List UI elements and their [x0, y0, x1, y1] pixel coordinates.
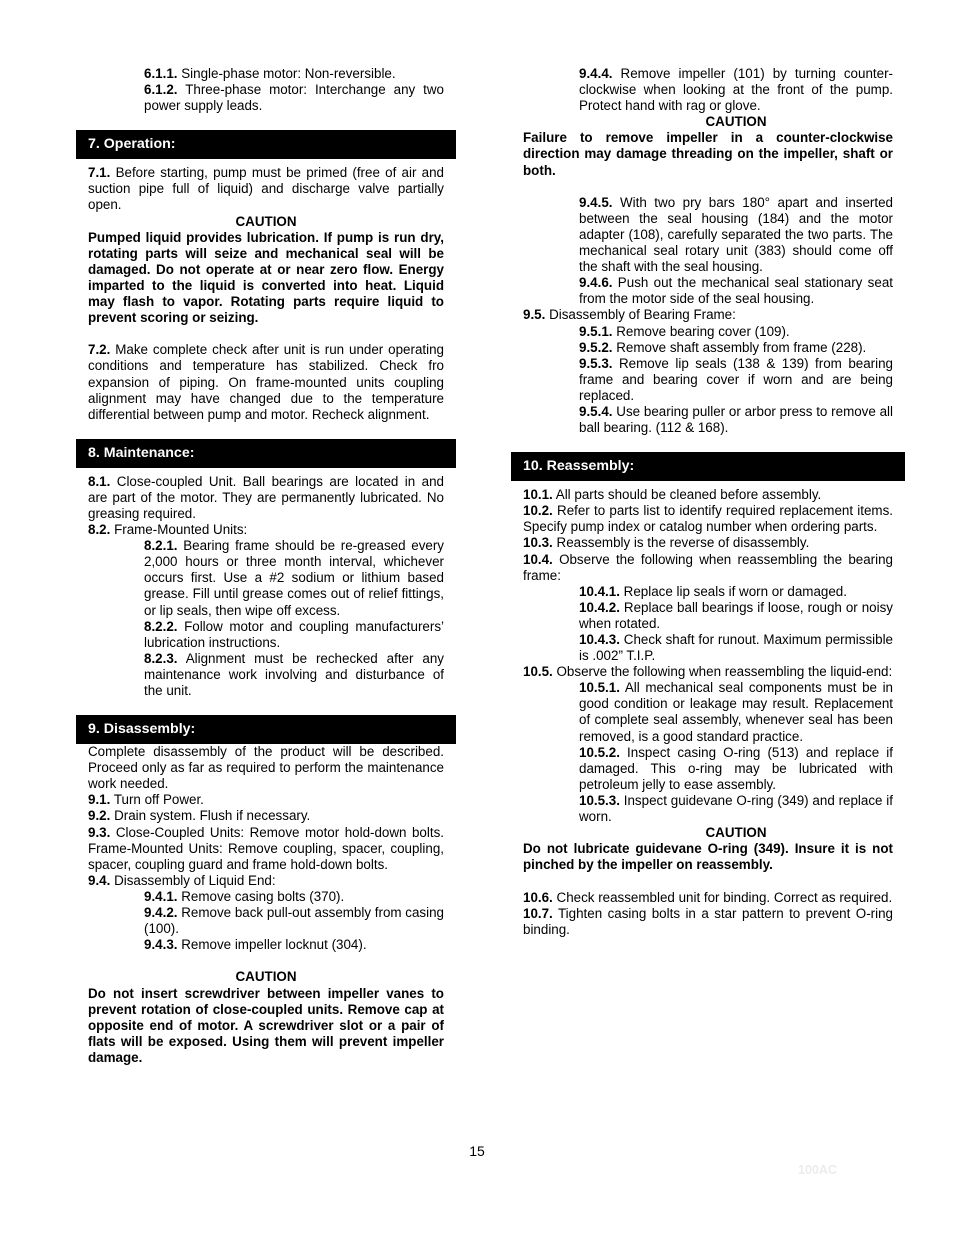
- item-9-4-4: 9.4.4. Remove impeller (101) by turning counter-clockwise when looking at the front of the pump. Protect hand with rag or glove.: [579, 66, 893, 114]
- page-number: 15: [469, 1143, 485, 1159]
- item-9-2: 9.2. Drain system. Flush if necessary.: [88, 808, 311, 824]
- item-8-2-3: 8.2.3. Alignment must be rechecked after any maintenance work involving and disturbance of the unit.: [144, 650, 444, 698]
- item-10-5-1: 10.5.1. All mechanical seal components must be in good condition or leakage may result. Replacement of complete seal assembly, whenever seal has been removed, is a good standard practice.: [579, 680, 893, 744]
- left-column: [76, 66, 456, 1066]
- item-9-5: 9.5. Disassembly of Bearing Frame:: [523, 307, 736, 323]
- item-6-1-1: 6.1.1. Single-phase motor: Non-reversible.: [144, 66, 396, 81]
- caution-label: CAUTION: [235, 213, 297, 229]
- caution-label: CAUTION: [705, 825, 767, 841]
- item-8-2: 8.2. Frame-Mounted Units:: [88, 522, 248, 538]
- caution-label: CAUTION: [705, 114, 767, 130]
- item-9-1: 9.1. Turn off Power.: [88, 792, 204, 808]
- item-8-2-2: 8.2.2. Follow motor and coupling manufacturers’ lubrication instructions.: [144, 618, 444, 650]
- item-10-4-3: 10.4.3. Check shaft for runout. Maximum permissible is .002” T.I.P.: [579, 632, 893, 664]
- item-10-6: 10.6. Check reassembled unit for binding. Correct as required.: [523, 889, 893, 905]
- item-8-2-1: 8.2.1. Bearing frame should be re-greased every 2,000 hours or three month interval, whichever occurs first. Use a #2 sodium or lithium based grease. Fill until grease comes out of relief fittings, or lip seals, then wipe off excess.: [144, 538, 444, 618]
- caution-text: Do not lubricate guidevane O-ring (349). Insure it is not pinched by the impeller on reassembly.: [523, 841, 893, 873]
- item-10-5: 10.5. Observe the following when reassembling the liquid-end:: [523, 664, 893, 680]
- item-9-5-4: 9.5.4. Use bearing puller or arbor press to remove all ball bearing. (112 & 168).: [579, 403, 893, 436]
- section-heading-reassembly: 10. Reassembly:: [511, 452, 905, 481]
- item-7-2: 7.2. Make complete check after unit is run under operating conditions and temperature has stabilized. Check fro expansion of piping. On frame-mounted units coupling alignment may have changed due to the temperature differential between pump and motor. Recheck alignment.: [88, 342, 444, 422]
- item-10-5-3: 10.5.3. Inspect guidevane O-ring (349) and replace if worn.: [579, 792, 893, 825]
- caution-text: Failure to remove impeller in a counter-clockwise direction may damage threading on the impeller, shaft or both.: [523, 130, 893, 178]
- item-9-5-2: 9.5.2. Remove shaft assembly from frame (228).: [579, 339, 867, 355]
- caution-text: Pumped liquid provides lubrication. If pump is run dry, rotating parts will seize and mechanical seal will be damaged. Do not operate at or near zero flow. Energy imparted to the liquid is converted into heat. Liquid may flash to vapor. Rotating parts require liquid to prevent scoring or seizing.: [88, 229, 444, 326]
- document-id: 100AC: [798, 1163, 837, 1177]
- section-heading-disassembly: 9. Disassembly:: [76, 715, 456, 744]
- right-column: [511, 66, 905, 938]
- item-10-4: 10.4. Observe the following when reassembling the bearing frame:: [523, 551, 893, 583]
- item-9-4: 9.4. Disassembly of Liquid End:: [88, 872, 276, 888]
- section-heading-maintenance: 8. Maintenance:: [76, 439, 456, 468]
- item-10-4-2: 10.4.2. Replace ball bearings if loose, rough or noisy when rotated.: [579, 599, 893, 631]
- item-6-1-2: 6.1.2. Three-phase motor: Interchange any two power supply leads.: [144, 82, 444, 114]
- item-9-4-2: 9.4.2. Remove back pull-out assembly from casing (100).: [144, 905, 444, 937]
- item-7-1: 7.1. Before starting, pump must be primed (free of air and suction pipe full of liquid) and discharge valve partially open.: [88, 165, 444, 213]
- item-9-4-3: 9.4.3. Remove impeller locknut (304).: [144, 937, 367, 953]
- item-9-3: 9.3. Close-Coupled Units: Remove motor hold-down bolts. Frame-Mounted Units: Remove coupling, spacer, coupling, spacer, coupling guard and frame hold-down bolts.: [88, 824, 444, 872]
- item-9-4-1: 9.4.1. Remove casing bolts (370).: [144, 888, 345, 904]
- item-9-4-5: 9.4.5. With two pry bars 180° apart and inserted between the seal housing (184) and the motor adapter (108), carefully separated the two parts. The mechanical seal rotary unit (383) should come off the shaft with the seal housing.: [579, 194, 893, 275]
- caution-label: CAUTION: [235, 969, 297, 985]
- item-10-3: 10.3. Reassembly is the reverse of disassembly.: [523, 535, 810, 551]
- item-10-1: 10.1. All parts should be cleaned before assembly.: [523, 487, 822, 503]
- section-heading-operation: 7. Operation:: [76, 130, 456, 159]
- item-10-4-1: 10.4.1. Replace lip seals if worn or damaged.: [579, 583, 847, 599]
- item-8-1: 8.1. Close-coupled Unit. Ball bearings are located in and are part of the motor. They are permanently lubricated. No greasing required.: [88, 473, 444, 521]
- item-10-5-2: 10.5.2. Inspect casing O-ring (513) and replace if damaged. This o-ring may be lubricated with petroleum jelly to ease assembly.: [579, 744, 893, 792]
- caution-text: Do not insert screwdriver between impeller vanes to prevent rotation of close-coupled units. Remove cap at opposite end of motor. A screwdriver slot or a pair of flats will be exposed. Using them will prevent impeller damage.: [88, 985, 444, 1065]
- item-10-7: 10.7. Tighten casing bolts in a star pattern to prevent O-ring binding.: [523, 905, 893, 937]
- item-10-2: 10.2. Refer to parts list to identify required replacement items. Specify pump index or catalog number when ordering parts.: [523, 503, 893, 535]
- item-9-4-6: 9.4.6. Push out the mechanical seal stationary seat from the motor side of the seal housing.: [579, 275, 893, 307]
- item-9-5-3: 9.5.3. Remove lip seals (138 & 139) from bearing frame and bearing cover if worn and are being replaced.: [579, 355, 893, 403]
- disassembly-intro: Complete disassembly of the product will be described. Proceed only as far as required to perform the maintenance work needed.: [88, 744, 444, 792]
- item-9-5-1: 9.5.1. Remove bearing cover (109).: [579, 323, 790, 339]
